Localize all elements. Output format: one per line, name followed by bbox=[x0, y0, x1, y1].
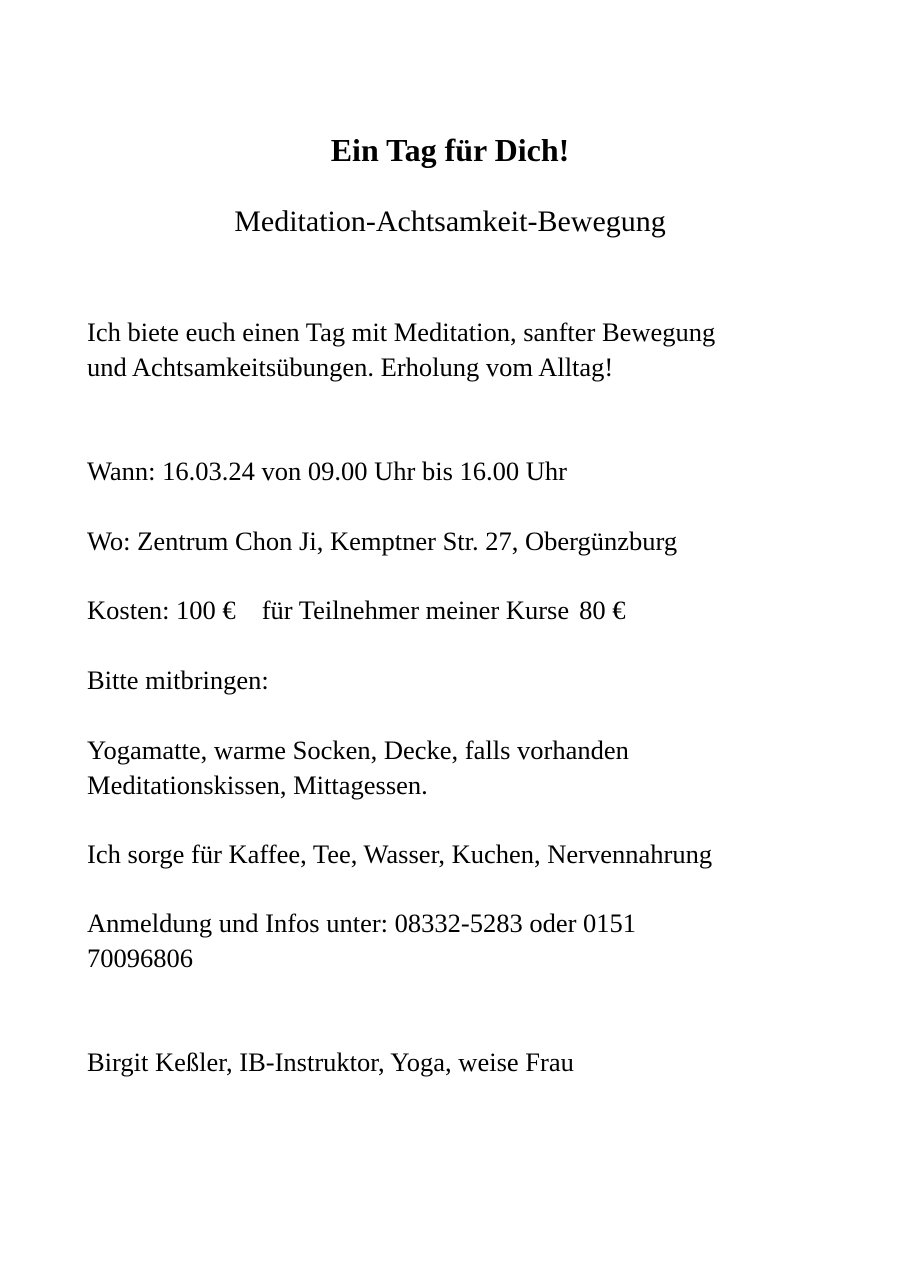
signature-line: Birgit Keßler, IB-Instruktor, Yoga, weise Frau bbox=[87, 1047, 574, 1077]
bring-items-line: Yogamatte, warme Socken, Decke, falls vorhanden bbox=[87, 735, 629, 765]
bring-heading: Bitte mitbringen: bbox=[87, 665, 269, 695]
bring-items-paragraph bbox=[87, 733, 847, 803]
when-line: Wann: 16.03.24 von 09.00 Uhr bis 16.00 Uhr bbox=[87, 456, 567, 486]
cost-members-label: für Teilnehmer meiner Kurse bbox=[261, 595, 570, 625]
contact-line: Anmeldung und Infos unter: 08332-5283 oder 0151 bbox=[87, 908, 637, 938]
flyer-title: Ein Tag für Dich! bbox=[330, 132, 570, 168]
cost-label: Kosten: 100 € bbox=[87, 595, 236, 625]
contact-paragraph bbox=[87, 906, 847, 976]
where-line: Wo: Zentrum Chon Ji, Kemptner Str. 27, Obergünzburg bbox=[87, 526, 678, 556]
flyer-subtitle: Meditation-Achtsamkeit-Bewegung bbox=[234, 205, 666, 238]
contact-line: 70096806 bbox=[87, 943, 193, 973]
intro-paragraph bbox=[87, 315, 847, 385]
cost-line bbox=[87, 593, 847, 628]
intro-line: und Achtsamkeitsübungen. Erholung vom Alltag! bbox=[87, 352, 614, 382]
bring-items-line: Meditationskissen, Mittagessen. bbox=[87, 770, 428, 800]
intro-line: Ich biete euch einen Tag mit Meditation, sanfter Bewegung bbox=[87, 317, 716, 347]
cost-members-price: 80 € bbox=[579, 595, 626, 625]
provided-line: Ich sorge für Kaffee, Tee, Wasser, Kuchen, Nervennahrung bbox=[87, 839, 713, 869]
